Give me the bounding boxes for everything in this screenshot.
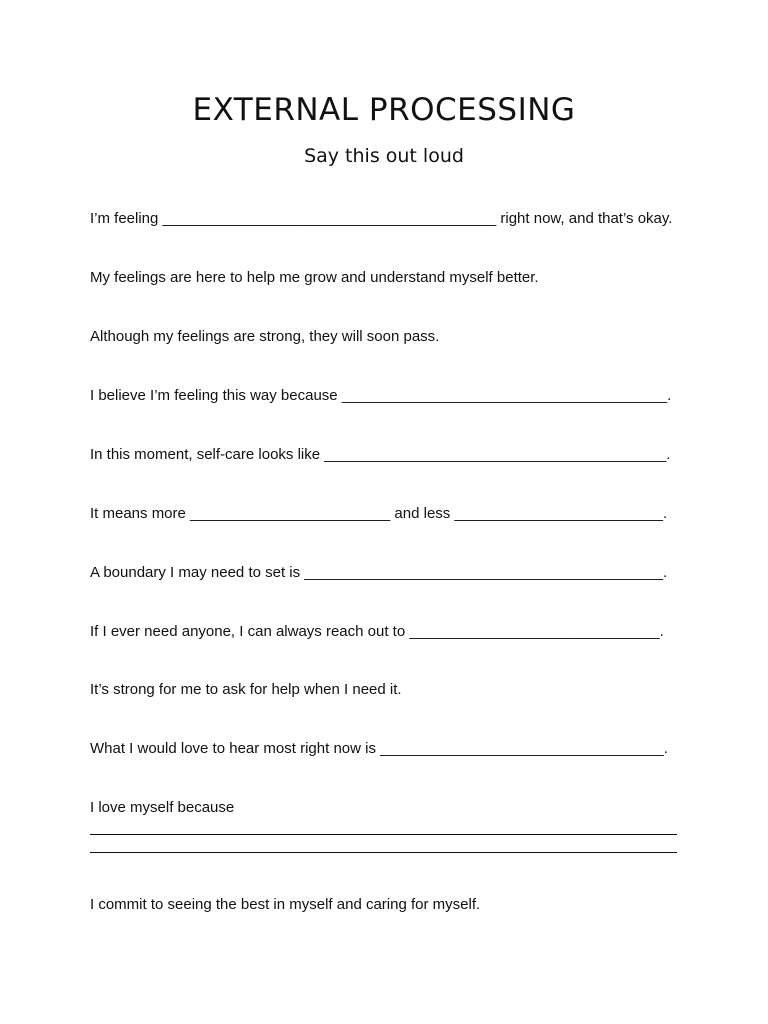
prompt-ask-for-help: It’s strong for me to ask for help when I need it. <box>90 681 402 698</box>
prompt-feeling-because: I believe I’m feeling this way because _______________________________________. <box>90 387 672 404</box>
answer-line <box>90 852 677 853</box>
page-subtitle: Say this out loud <box>304 145 464 167</box>
prompt-reach-out: If I ever need anyone, I can always reach out to ______________________________. <box>90 623 664 640</box>
prompt-commitment: I commit to seeing the best in myself and caring for myself. <box>90 896 481 913</box>
prompt-boundary: A boundary I may need to set is ___________________________________________. <box>90 564 668 581</box>
prompt-love-myself: I love myself because <box>90 799 235 816</box>
answer-line <box>90 834 677 835</box>
prompt-feeling: I’m feeling ________________________________________ right now, and that’s okay. <box>90 210 673 227</box>
prompt-love-to-hear: What I would love to hear most right now is __________________________________. <box>90 740 668 757</box>
prompt-self-care: In this moment, self-care looks like _________________________________________. <box>90 446 671 463</box>
prompt-more-and-less: It means more ________________________ and less _________________________. <box>90 505 668 522</box>
prompt-feelings-will-pass: Although my feelings are strong, they will soon pass. <box>90 328 440 345</box>
page-title: EXTERNAL PROCESSING <box>192 92 576 128</box>
prompt-feelings-help-grow: My feelings are here to help me grow and understand myself better. <box>90 269 539 286</box>
